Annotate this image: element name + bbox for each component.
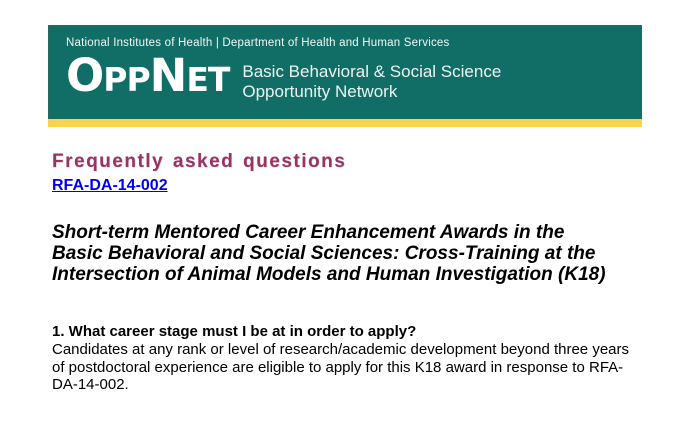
logo-letter-group: PP xyxy=(103,60,150,99)
faq-item xyxy=(52,323,667,394)
page-title: Frequently asked questions xyxy=(52,151,347,172)
oppnet-tagline xyxy=(242,60,501,102)
logo-row xyxy=(66,51,641,111)
logo-letter-group: N xyxy=(149,49,187,102)
rfa-title-line: Intersection of Animal Models and Human Investigation (K18) xyxy=(52,264,606,285)
logo-letter-group: ET xyxy=(186,60,230,99)
tagline-line-1: Basic Behavioral & Social Science xyxy=(242,62,502,81)
rfa-title-line: Basic Behavioral and Social Sciences: Cross-Training at the xyxy=(52,243,596,264)
faq-answer-line: of postdoctoral experience are eligible to apply for this K18 award in response to RFA- xyxy=(52,358,624,376)
faq-question: 1. What career stage must I be at in order to apply? xyxy=(52,323,417,340)
faq-content xyxy=(52,150,667,394)
rfa-number-link[interactable]: RFA-DA-14-002 xyxy=(52,177,168,194)
tagline-line-2: Opportunity Network xyxy=(242,82,398,101)
logo-letter-group: O xyxy=(66,49,104,102)
oppnet-logo xyxy=(66,51,229,111)
faq-answer xyxy=(52,341,667,394)
faq-answer-line: DA-14-002. xyxy=(52,376,129,393)
gold-stripe-divider xyxy=(48,119,642,127)
rfa-title-line: Short-term Mentored Career Enhancement Awards in the xyxy=(52,222,565,243)
oppnet-header-banner xyxy=(48,25,642,119)
faq-answer-line: Candidates at any rank or level of research/academic development beyond three years xyxy=(52,341,629,358)
rfa-award-title xyxy=(52,222,667,285)
nih-agency-line: National Institutes of Health | Department of Health and Human Services xyxy=(66,37,450,49)
